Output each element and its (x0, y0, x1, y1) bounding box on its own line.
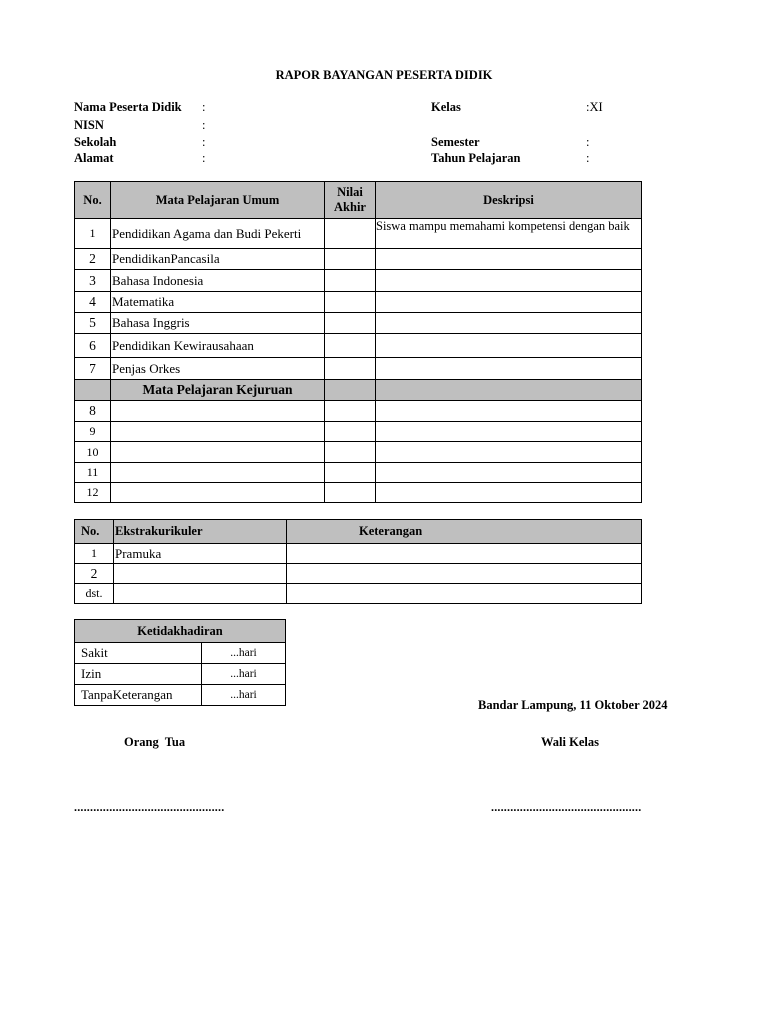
table-row (75, 249, 642, 270)
table-row (75, 422, 642, 442)
subjects-body (75, 219, 642, 503)
row-deskripsi (376, 249, 642, 270)
row-subject: Pendidikan Agama dan Budi Pekerti (111, 219, 325, 249)
ekstra-keterangan (287, 564, 642, 584)
row-no: 11 (75, 463, 111, 483)
parent-signature-line: ............................................... (74, 800, 225, 814)
row-no: 1 (75, 219, 111, 249)
teacher-label: Wali Kelas (541, 735, 599, 749)
row-deskripsi (376, 422, 642, 442)
ekstra-name: Pramuka (114, 544, 287, 564)
section-no-cell (75, 380, 111, 401)
absen-value: ...hari (202, 685, 286, 706)
row-no: 8 (75, 401, 111, 422)
semester-label: Semester (431, 135, 480, 149)
row-nilai (325, 313, 376, 334)
ketidakhadiran-body (75, 643, 286, 706)
row-deskripsi (376, 463, 642, 483)
absen-row (75, 643, 286, 664)
row-subject: Matematika (111, 292, 325, 313)
row-nilai (325, 463, 376, 483)
header-nilai: Nilai Akhir (325, 182, 376, 219)
row-nilai (325, 334, 376, 358)
ketidakhadiran-table (74, 619, 286, 706)
nisn-label: NISN (74, 118, 104, 132)
row-no: 5 (75, 313, 111, 334)
ekstra-no: dst. (75, 584, 114, 604)
place-date: Bandar Lampung, 11 Oktober 2024 (478, 698, 668, 712)
row-deskripsi: Siswa mampu memahami kompetensi dengan baik (376, 219, 642, 249)
row-no: 6 (75, 334, 111, 358)
absen-value: ...hari (202, 664, 286, 685)
absen-value: ...hari (202, 643, 286, 664)
row-subject (111, 422, 325, 442)
row-nilai (325, 442, 376, 463)
table-row (75, 358, 642, 380)
row-deskripsi (376, 358, 642, 380)
absen-header: Ketidakhadiran (75, 620, 286, 643)
row-no: 12 (75, 483, 111, 503)
tahun-label: Tahun Pelajaran (431, 151, 521, 165)
table-row (75, 219, 642, 249)
row-deskripsi (376, 483, 642, 503)
row-nilai (325, 292, 376, 313)
section-deskripsi-cell (376, 380, 642, 401)
ekstra-name (114, 584, 287, 604)
row-no: 7 (75, 358, 111, 380)
ekstra-header-name: Ekstrakurikuler (114, 520, 287, 544)
sekolah-value: : (202, 135, 206, 149)
row-deskripsi (376, 334, 642, 358)
ekstra-name (114, 564, 287, 584)
table-row (75, 463, 642, 483)
ekstrakurikuler-table (74, 519, 642, 604)
table-row (75, 442, 642, 463)
row-deskripsi (376, 401, 642, 422)
ekstra-no: 2 (75, 564, 114, 584)
absen-label: TanpaKeterangan (75, 685, 202, 706)
table-row (75, 483, 642, 503)
nama-label: Nama Peserta Didik (74, 100, 182, 114)
ekstra-row (75, 544, 642, 564)
kelas-value: :XI (586, 100, 603, 114)
row-no: 10 (75, 442, 111, 463)
ekstrakurikuler-body (75, 544, 642, 604)
row-deskripsi (376, 313, 642, 334)
header-subject: Mata Pelajaran Umum (111, 182, 325, 219)
row-subject: Pendidikan Kewirausahaan (111, 334, 325, 358)
row-subject (111, 483, 325, 503)
row-subject: PendidikanPancasila (111, 249, 325, 270)
header-no: No. (75, 182, 111, 219)
ekstra-no: 1 (75, 544, 114, 564)
row-subject (111, 463, 325, 483)
teacher-signature-line: ............................................... (491, 800, 642, 814)
table-row (75, 270, 642, 292)
sekolah-label: Sekolah (74, 135, 117, 149)
ekstra-keterangan (287, 584, 642, 604)
row-nilai (325, 358, 376, 380)
row-no: 3 (75, 270, 111, 292)
row-subject: Bahasa Indonesia (111, 270, 325, 292)
row-no: 9 (75, 422, 111, 442)
row-nilai (325, 422, 376, 442)
table-row (75, 292, 642, 313)
kejuruan-section-row (75, 380, 642, 401)
ekstra-row (75, 564, 642, 584)
kejuruan-title: Mata Pelajaran Kejuruan (111, 380, 325, 401)
row-nilai (325, 249, 376, 270)
row-nilai (325, 219, 376, 249)
section-nilai-cell (325, 380, 376, 401)
row-subject: Bahasa Inggris (111, 313, 325, 334)
nisn-value: : (202, 118, 206, 132)
row-nilai (325, 401, 376, 422)
tahun-value: : (586, 151, 590, 165)
kelas-label: Kelas (431, 100, 461, 114)
row-deskripsi (376, 292, 642, 313)
semester-value: : (586, 135, 590, 149)
ekstra-row (75, 584, 642, 604)
ekstra-keterangan (287, 544, 642, 564)
row-subject: Penjas Orkes (111, 358, 325, 380)
table-row (75, 313, 642, 334)
row-deskripsi (376, 442, 642, 463)
alamat-value: : (202, 151, 206, 165)
row-nilai (325, 483, 376, 503)
subjects-table (74, 181, 642, 503)
row-no: 2 (75, 249, 111, 270)
header-deskripsi: Deskripsi (376, 182, 642, 219)
absen-row (75, 685, 286, 706)
row-deskripsi (376, 270, 642, 292)
row-nilai (325, 270, 376, 292)
ekstra-header-keterangan: Keterangan (287, 520, 642, 544)
table-row (75, 334, 642, 358)
absen-row (75, 664, 286, 685)
row-subject (111, 442, 325, 463)
alamat-label: Alamat (74, 151, 114, 165)
absen-label: Izin (75, 664, 202, 685)
ekstra-header-no: No. (75, 520, 114, 544)
nama-value: : (202, 100, 206, 114)
absen-label: Sakit (75, 643, 202, 664)
row-no: 4 (75, 292, 111, 313)
row-subject (111, 401, 325, 422)
page-title: RAPOR BAYANGAN PESERTA DIDIK (275, 68, 493, 82)
parent-label: Orang Tua (124, 735, 186, 749)
table-row (75, 401, 642, 422)
